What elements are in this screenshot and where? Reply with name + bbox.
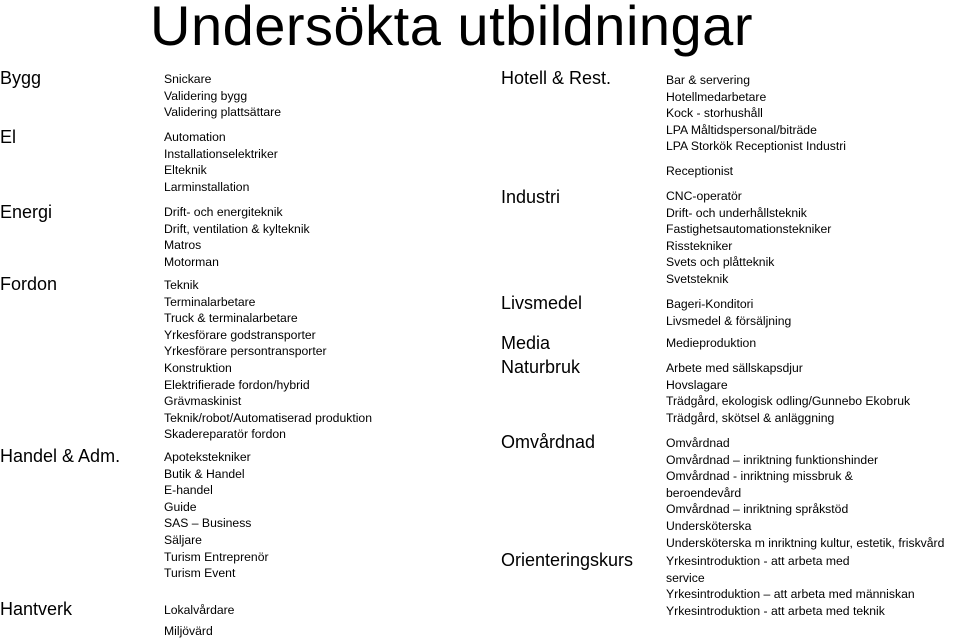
list-item: Omvårdnad	[666, 436, 730, 450]
category-hantverk: Hantverk	[0, 599, 73, 619]
list-fordon	[164, 277, 372, 443]
list-item: Elteknik	[164, 163, 207, 178]
list-item: Turism Event	[164, 566, 236, 581]
list-item: LPA Måltidspersonal/biträde	[666, 122, 817, 137]
category-naturbruk: Naturbruk	[501, 357, 581, 377]
list-item: Medieproduktion	[666, 336, 757, 350]
list-item: LPA Storkök Receptionist Industri	[666, 139, 846, 154]
list-item: Yrkesförare persontransporter	[164, 344, 327, 359]
list-item: Validering plattsättare	[164, 105, 281, 120]
list-item: Teknik/robot/Automatiserad produktion	[164, 410, 372, 425]
list-item: Motorman	[164, 254, 219, 269]
list-item: Automation	[164, 130, 226, 144]
list-item: Kock - storhushåll	[666, 106, 763, 121]
list-bygg	[164, 71, 281, 121]
list-industri	[666, 188, 831, 288]
list-energi	[164, 204, 310, 270]
list-item: Omvårdnad – inriktning språkstöd	[666, 502, 849, 517]
list-item: Drift, ventilation & kylteknik	[164, 221, 310, 236]
list-hotell-extra	[666, 163, 733, 180]
list-item: Trädgård, skötsel & anläggning	[666, 410, 835, 425]
list-item: Fastighetsautomationstekniker	[666, 222, 832, 237]
list-item: Arbete med sällskapsdjur	[666, 361, 803, 375]
list-naturbruk	[666, 360, 910, 426]
list-item: Turism Entreprenör	[164, 549, 269, 564]
list-item: Undersköterska m inriktning kultur, estetik, friskvård	[666, 535, 945, 550]
list-hotell	[666, 72, 846, 155]
category-bygg: Bygg	[0, 68, 42, 88]
list-item: Konstruktion	[164, 360, 232, 375]
list-item: Yrkesintroduktion – att arbeta med människan	[666, 587, 915, 602]
category-media: Media	[501, 333, 551, 353]
category-livsmedel: Livsmedel	[501, 293, 583, 313]
list-item: Apotekstekniker	[164, 450, 251, 464]
list-item: Butik & Handel	[164, 466, 245, 481]
list-item: Yrkesintroduktion - att arbeta med	[666, 554, 850, 568]
list-item: Skadereparatör fordon	[164, 427, 286, 442]
list-item: Guide	[164, 499, 197, 514]
list-item: Validering bygg	[164, 88, 248, 103]
list-item: Snickare	[164, 72, 212, 86]
list-item: CNC-operatör	[666, 189, 742, 203]
list-orientering	[666, 553, 915, 619]
list-item: Trädgård, ekologisk odling/Gunnebo Ekobruk	[666, 394, 911, 409]
list-omvardnad	[666, 435, 944, 551]
list-item: Drift- och energiteknik	[164, 205, 283, 219]
list-item: Matros	[164, 238, 202, 253]
list-item: Receptionist	[666, 164, 734, 178]
list-item: Yrkesintroduktion - att arbeta med teknik	[666, 603, 885, 618]
category-omvardnad: Omvårdnad	[501, 432, 596, 452]
list-el	[164, 129, 278, 195]
list-media	[666, 335, 756, 352]
list-item: Terminalarbetare	[164, 294, 256, 309]
list-handel	[164, 449, 269, 582]
list-item: Yrkesförare godstransporter	[164, 327, 316, 342]
list-item: service	[666, 570, 705, 585]
list-item: Livsmedel & försäljning	[666, 313, 792, 328]
list-livsmedel	[666, 296, 791, 329]
page-title: Undersökta utbildningar	[150, 0, 753, 57]
list-item: beroendevård	[666, 485, 742, 500]
list-item: Installationselektriker	[164, 146, 278, 161]
list-item: Teknik	[164, 278, 199, 292]
category-hotell: Hotell & Rest.	[501, 68, 612, 88]
list-item: Svets och plåtteknik	[666, 255, 775, 270]
list-item: Risstekniker	[666, 238, 733, 253]
list-item: Elektrifierade fordon/hybrid	[164, 377, 310, 392]
list-item: Hovslagare	[666, 377, 728, 392]
list-item: Svetsteknik	[666, 271, 729, 286]
category-energi: Energi	[0, 202, 53, 222]
category-industri: Industri	[501, 187, 561, 207]
list-hantverk	[164, 602, 234, 639]
list-item: Bageri-Konditori	[666, 297, 754, 311]
list-item: Säljare	[164, 532, 202, 547]
list-item: SAS – Business	[164, 516, 252, 531]
category-fordon: Fordon	[0, 274, 58, 294]
list-item: Hotellmedarbetare	[666, 89, 767, 104]
list-item: Miljövärd	[164, 623, 213, 638]
list-item: Truck & terminalarbetare	[164, 311, 298, 326]
list-item: Grävmaskinist	[164, 394, 242, 409]
list-item: Omvårdnad – inriktning funktionshinder	[666, 452, 879, 467]
list-item: Undersköterska	[666, 518, 752, 533]
list-item: Drift- och underhållsteknik	[666, 205, 807, 220]
category-handel: Handel & Adm.	[0, 446, 121, 466]
list-item: Lokalvårdare	[164, 603, 235, 617]
list-item: Larminstallation	[164, 179, 250, 194]
list-item: Omvårdnad - inriktning missbruk &	[666, 469, 853, 484]
list-item: E-handel	[164, 483, 213, 498]
list-item: Bar & servering	[666, 73, 750, 87]
category-orientering: Orienteringskurs	[501, 550, 634, 570]
category-el: El	[0, 127, 17, 147]
